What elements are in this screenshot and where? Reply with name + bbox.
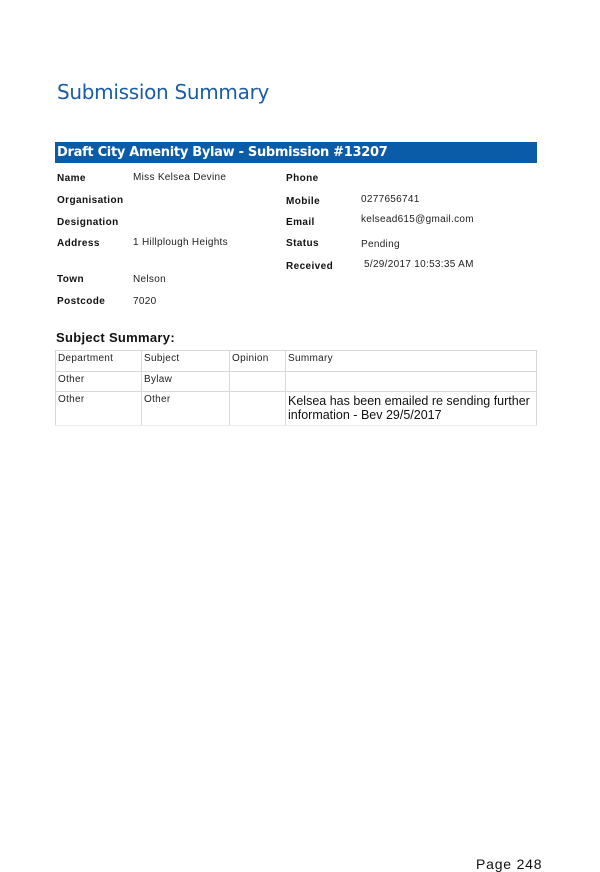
- name-value: Miss Kelsea Devine: [133, 172, 227, 183]
- subject-summary-heading: Subject Summary:: [56, 330, 175, 345]
- received-label: Received: [286, 261, 334, 272]
- cell-subject: Bylaw: [142, 372, 230, 392]
- received-value: 5/29/2017 10:53:35 AM: [364, 259, 474, 270]
- cell-subject: Other: [142, 392, 230, 426]
- status-label: Status: [286, 238, 319, 249]
- town-value: Nelson: [133, 274, 166, 285]
- cell-summary: Kelsea has been emailed re sending further information - Bev 29/5/2017: [286, 392, 537, 426]
- submission-banner: Draft City Amenity Bylaw - Submission #13207: [55, 142, 537, 163]
- page-title: Submission Summary: [57, 80, 270, 104]
- cell-department: Other: [56, 372, 142, 392]
- address-value: 1 Hillplough Heights: [133, 237, 228, 248]
- address-label: Address: [57, 238, 100, 249]
- mobile-label: Mobile: [286, 196, 321, 207]
- organisation-label: Organisation: [57, 195, 124, 206]
- column-header-opinion: Opinion: [230, 351, 286, 372]
- column-header-subject: Subject: [142, 351, 230, 372]
- table-row: [56, 372, 537, 392]
- column-header-department: Department: [56, 351, 142, 372]
- page-number: Page 248: [476, 856, 543, 872]
- subject-summary-table: [55, 350, 537, 426]
- postcode-label: Postcode: [57, 296, 106, 307]
- email-value: kelsead615@gmail.com: [361, 214, 474, 225]
- designation-label: Designation: [57, 217, 119, 228]
- postcode-value: 7020: [133, 296, 157, 307]
- column-header-summary: Summary: [286, 351, 537, 372]
- cell-summary: [286, 372, 537, 392]
- name-label: Name: [57, 173, 86, 184]
- cell-department: Other: [56, 392, 142, 426]
- phone-label: Phone: [286, 173, 319, 184]
- email-label: Email: [286, 217, 315, 228]
- mobile-value: 0277656741: [361, 194, 420, 205]
- table-row: [56, 392, 537, 426]
- cell-opinion: [230, 372, 286, 392]
- cell-opinion: [230, 392, 286, 426]
- status-value: Pending: [361, 239, 400, 250]
- town-label: Town: [57, 274, 84, 285]
